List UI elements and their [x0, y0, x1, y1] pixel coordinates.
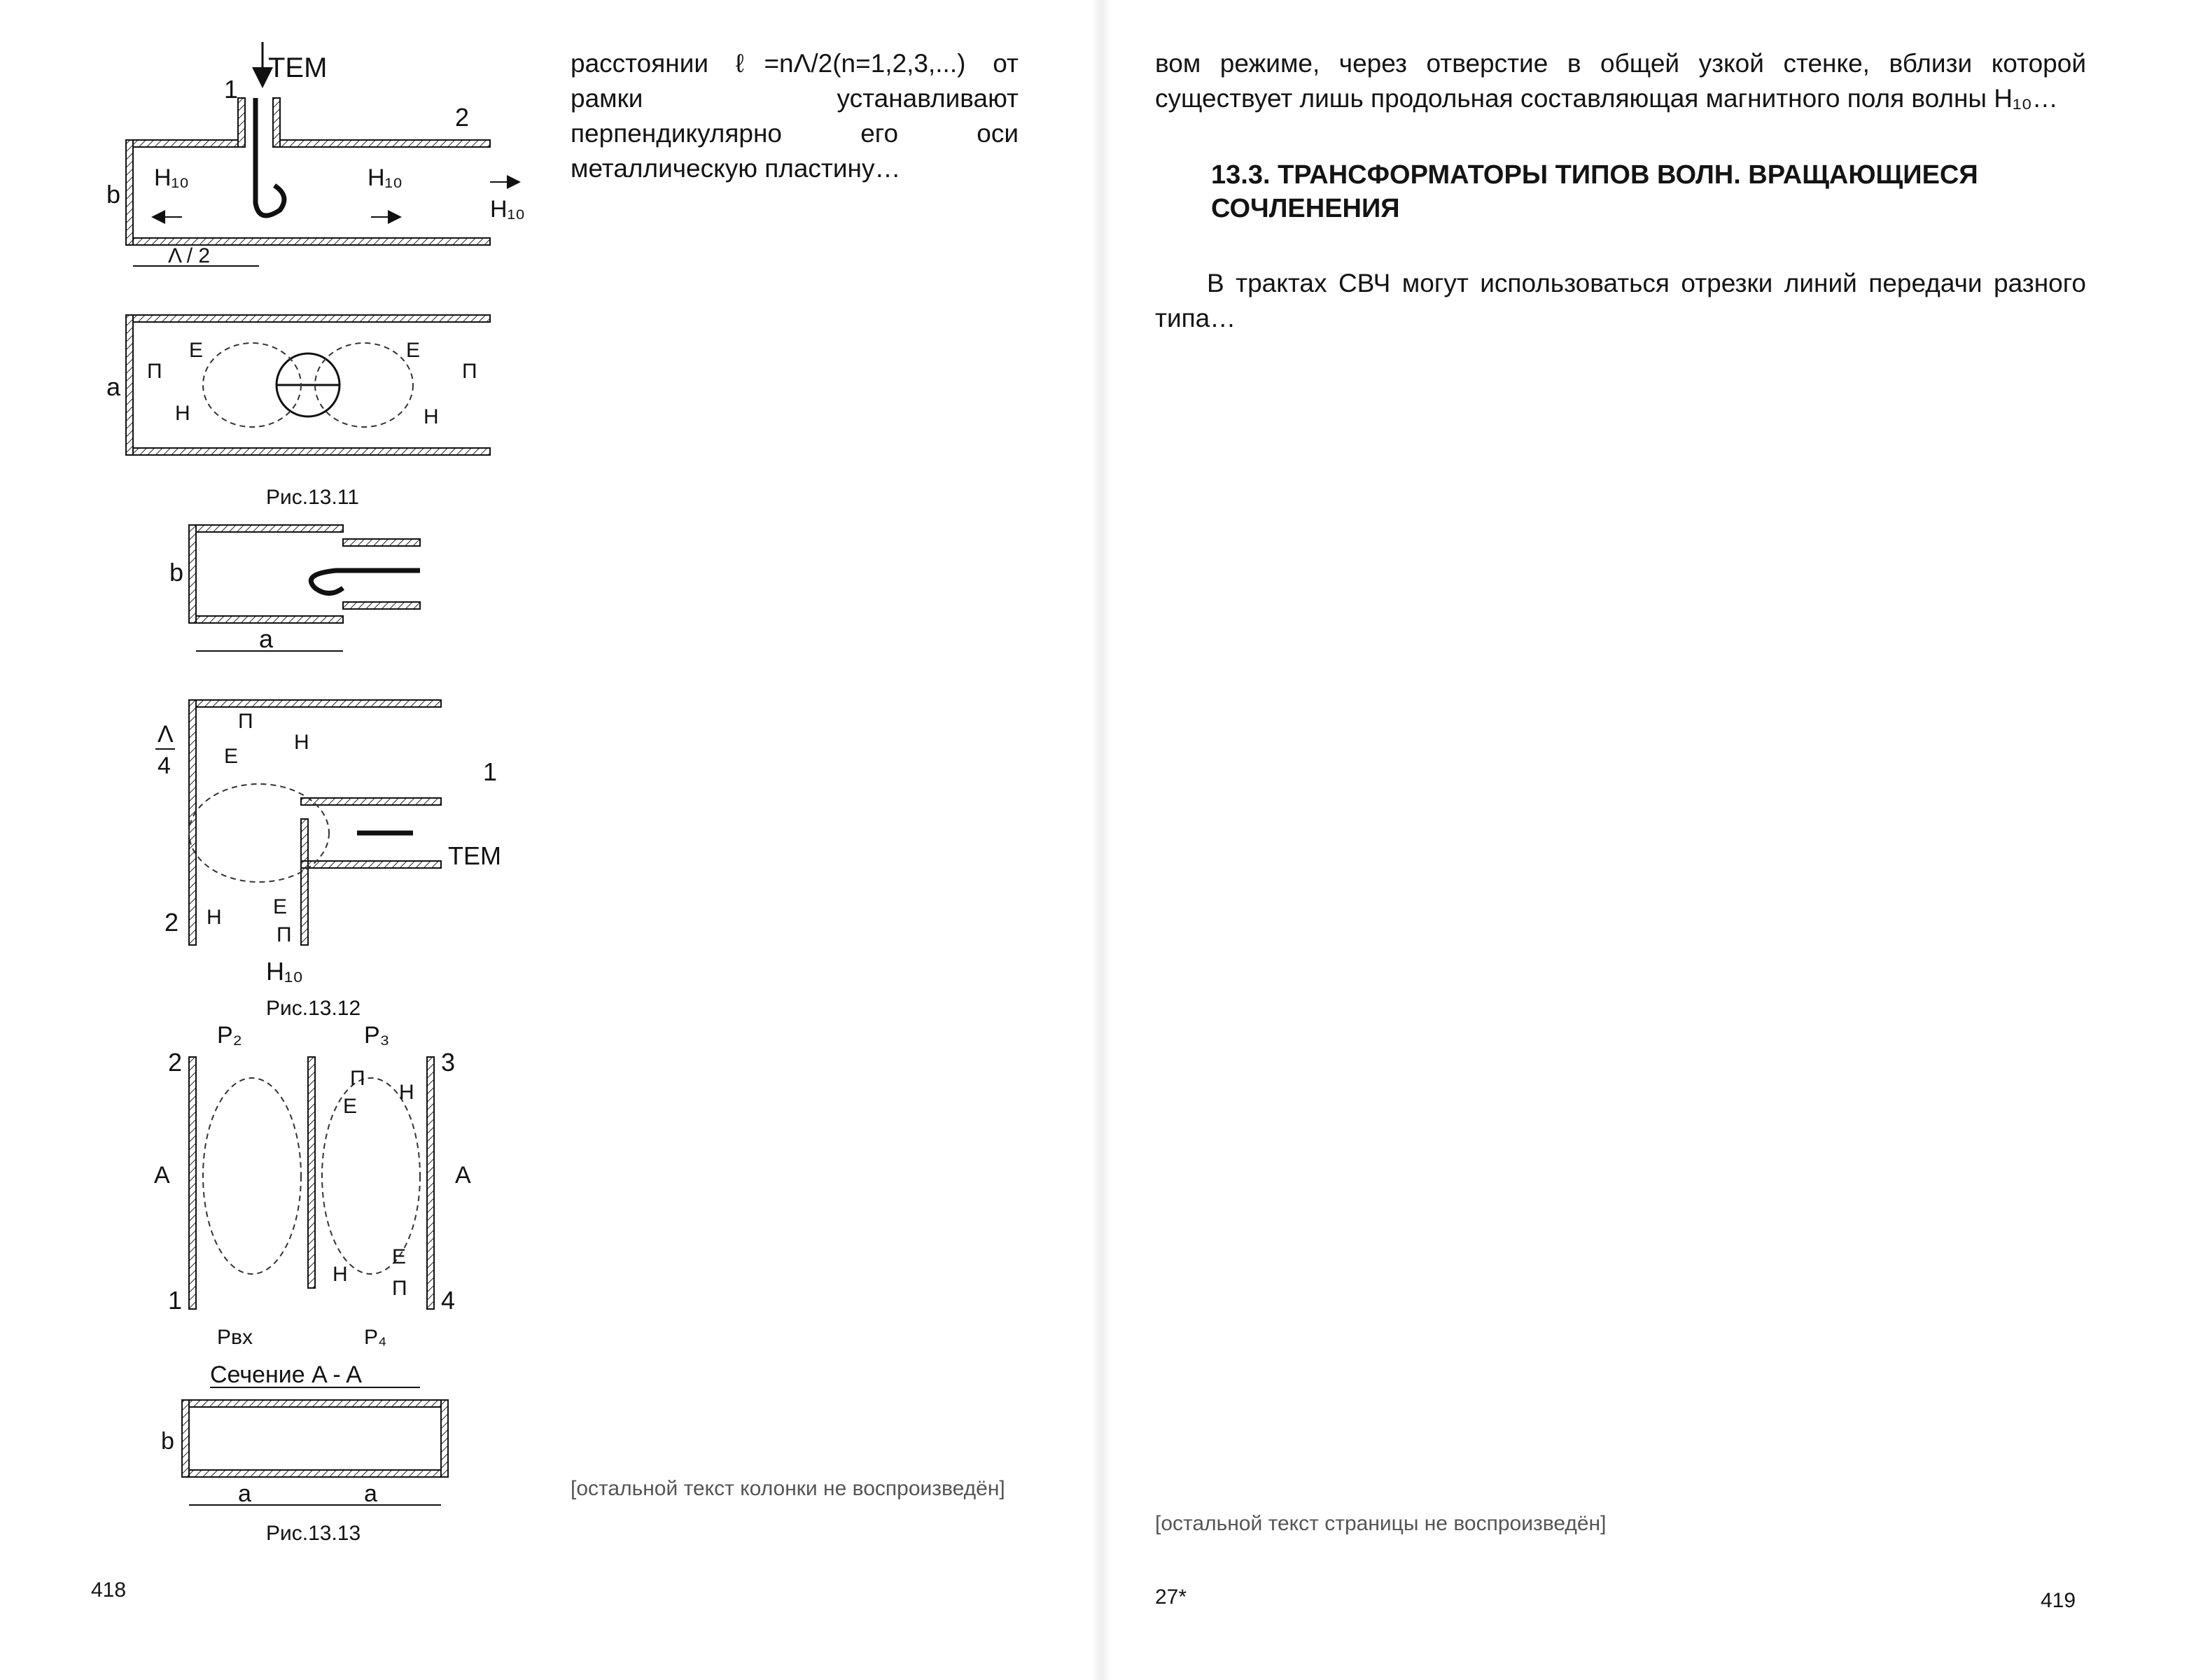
fig13-section-title: Сечение A - A — [210, 1362, 362, 1388]
fig11-caption: Рис.13.11 — [266, 486, 359, 509]
mid-paragraph-1: расстоянии ℓ=nΛ/2(n=1,2,3,...) от рамки устанавливают перпендикулярно его оси металлическую пластину… — [571, 49, 1019, 183]
fig11-port1: 1 — [224, 75, 239, 104]
book-gutter — [1092, 0, 1110, 1680]
fig11-e-right: E — [406, 339, 421, 362]
figure-13-11 — [106, 42, 525, 267]
fig12-p-bot: П — [277, 923, 292, 946]
fig12-h-bot: H — [207, 906, 222, 929]
fig11-p-left: П — [147, 360, 162, 383]
fig13-p2: P₂ — [217, 1022, 242, 1049]
fig13-port4: 4 — [441, 1286, 456, 1315]
fig13-h-bot: H — [333, 1263, 348, 1286]
page-number-left: 418 — [91, 1578, 127, 1602]
fig11-h-right: H — [424, 405, 439, 428]
fig13-a2: a — [364, 1480, 377, 1507]
fig12-port2: 2 — [165, 908, 179, 937]
figure-13-11-top-view — [106, 315, 490, 509]
fig12-e-bot: E — [273, 895, 288, 918]
right-paragraph-after: В трактах СВЧ могут использоваться отрезки линий передачи разного типа… — [1155, 269, 2086, 332]
mid-omitted-note: [остальной текст колонки не воспроизведён] — [571, 1477, 1005, 1500]
fig12-p-top: П — [238, 710, 253, 733]
fig13-port1: 1 — [168, 1286, 183, 1315]
fig12-tem: TEM — [448, 841, 501, 870]
middle-text-column — [571, 46, 1019, 186]
fig11-b: b — [106, 180, 121, 209]
fig11-a: a — [106, 372, 121, 401]
figures-svg — [91, 28, 539, 1596]
fig11-h10-out: H₁₀ — [490, 196, 526, 223]
right-omitted-note: [остальной текст страницы не воспроизведён] — [1155, 1512, 1607, 1535]
fig13-pvx: Pвх — [217, 1326, 253, 1349]
figure-13-13 — [154, 1022, 471, 1545]
figure-13-12-top-view — [155, 700, 501, 1020]
fig12-h-top: H — [294, 731, 309, 754]
fig13-p4: P₄ — [364, 1326, 387, 1349]
fig12-quarter-lambda-num: Λ — [158, 721, 174, 748]
fig13-p-bot: П — [392, 1277, 407, 1300]
fig11-e-left: E — [189, 339, 204, 362]
fig13-h-top: H — [399, 1081, 414, 1104]
fig13-a1: a — [238, 1480, 251, 1507]
fig11-tem: TEM — [268, 52, 328, 83]
fig12-a: a — [259, 624, 274, 653]
fig12-port1: 1 — [483, 757, 498, 786]
fig13-caption: Рис.13.13 — [266, 1522, 361, 1545]
page-number-right: 419 — [2041, 1589, 2076, 1612]
fig13-a-right: A — [455, 1162, 471, 1189]
right-paragraph-before: вом режиме, через отверстие в общей узкой стенке, вблизи которой существует лишь продольная составляющая магнитного поля волны H₁₀… — [1155, 49, 2086, 113]
fig12-b: b — [169, 558, 184, 587]
fig13-b: b — [161, 1428, 174, 1455]
fig11-h10-left: H₁₀ — [154, 164, 190, 191]
fig11-h10-right: H₁₀ — [368, 164, 403, 191]
fig13-e-top: E — [343, 1095, 358, 1118]
fig13-port3: 3 — [441, 1048, 456, 1077]
fig13-port2: 2 — [168, 1048, 183, 1077]
fig12-e-top: E — [224, 745, 239, 768]
fig13-p3: P₃ — [364, 1022, 390, 1049]
fig12-caption: Рис.13.12 — [266, 997, 361, 1020]
fig12-h10-out: H₁₀ — [266, 957, 304, 986]
fig11-half-lambda: Λ / 2 — [168, 244, 211, 267]
section-heading: 13.3. ТРАНСФОРМАТОРЫ ТИПОВ ВОЛН. ВРАЩАЮЩИЕСЯ СОЧЛЕНЕНИЯ — [1211, 160, 1978, 223]
fig13-p-top: П — [350, 1067, 365, 1090]
fig11-h-left: H — [175, 402, 190, 425]
fig11-p-right: П — [462, 360, 477, 383]
fig11-port2: 2 — [455, 103, 470, 132]
figure-column — [91, 28, 539, 1596]
right-text-column — [1155, 46, 2086, 336]
signature-mark: 27* — [1155, 1586, 1187, 1609]
figure-13-12 — [169, 525, 420, 653]
fig12-quarter-lambda-den: 4 — [158, 752, 171, 779]
fig13-e-bot: E — [392, 1245, 407, 1268]
fig13-a-left: A — [154, 1162, 170, 1189]
